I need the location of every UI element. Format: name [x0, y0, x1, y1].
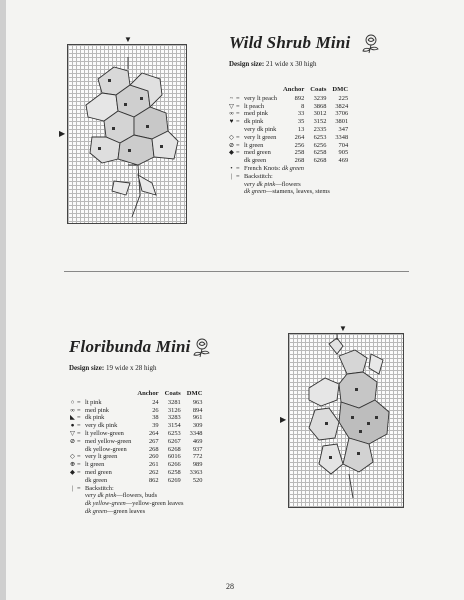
- backstitch-row: | = Backstitch:: [230, 172, 273, 180]
- color-key-floribunda: Anchor Coats DMC ○ = lt pink 24 3281 963 ∞ = med pink 26 3126 894 ◣ = dk pink 38 3283 961 ● = very dk pink 39 3154 309 ▽ = lt yellow-green 264 6253 3348 ⊘ = med yellow-green 267 6267 469 dk yellow-green 268 6268 937 ◇ = very lt green 260 6016 772 ⊕ = lt green 261 6266 989 ◆ = med green 262 6258 3363 dk green 862 6269 520 | = Backstitch: very dk pink—flowers, buds dk yellow-green—yellow-green leaves dk green—green leaves: [69, 390, 203, 515]
- key-row: ♥ = dk pink 35 3152 3801: [229, 118, 349, 126]
- key-row: ◣ = dk pink 38 3283 961: [70, 414, 203, 422]
- design-size-floribunda: Design size: 19 wide x 28 high: [69, 364, 157, 372]
- key-row: ⊘ = med yellow-green 267 6267 469: [69, 437, 203, 445]
- page-number: 28: [226, 582, 234, 591]
- center-arrow-left: ▶: [59, 129, 66, 138]
- center-arrow-top: ▼: [124, 35, 132, 44]
- wild-shrub-chart: [67, 44, 187, 224]
- key-row: ⊕ = lt green 261 6266 989: [69, 461, 203, 469]
- key-row: ~ = very lt peach 892 3239 225: [229, 94, 349, 102]
- key-row: dk green 862 6269 520: [85, 476, 203, 484]
- key-row: ● = very dk pink 39 3154 309: [70, 422, 203, 430]
- key-row: ◆ = med green 262 6258 3363: [70, 468, 203, 476]
- key-row: very dk pink 13 2335 347: [244, 125, 349, 133]
- key-row: dk yellow-green 268 6268 937: [85, 445, 203, 453]
- key-row: ∞ = med pink 26 3126 894: [70, 406, 203, 414]
- section-title-wild-shrub: Wild Shrub Mini: [229, 33, 351, 52]
- center-arrow-left: ▶: [280, 415, 287, 424]
- color-key-wild-shrub: Anchor Coats DMC ~ = very lt peach 892 3239 225 ▽ = lt peach 8 3868 3824 ∞ = med pink 33 3012 3706 ♥ = dk pink 35 3152 3801 very dk pink 13 2335 347 ◇ = very lt green 264 6253 3348 ⊘ = lt green 256 6256 704 ◆ = med green 258 6258 905 dk green 268 6268 469 • = French Knots: dk green | = Backstitch: very dk pink—flowers dk green—stamens, leaves, stems: [228, 86, 349, 196]
- floribunda-motif: [289, 334, 403, 507]
- key-row: ▽ = lt yellow-green 264 6253 3348: [70, 429, 203, 437]
- key-row: ∞ = med pink 33 3012 3706: [229, 110, 349, 118]
- key-row: ▽ = lt peach 8 3868 3824: [229, 102, 349, 110]
- wild-shrub-motif: [68, 45, 186, 223]
- page-edge-shadow: [0, 0, 6, 600]
- center-arrow-top: ▼: [339, 324, 347, 333]
- floribunda-chart: [288, 333, 404, 508]
- section-title-floribunda: Floribunda Mini: [69, 337, 191, 356]
- french-knots-row: • = French Knots: dk green: [230, 164, 304, 172]
- key-row: ◇ = very lt green 264 6253 3348: [229, 133, 349, 141]
- section-divider: [64, 271, 409, 272]
- key-row: ⊘ = lt green 256 6256 704: [228, 141, 349, 149]
- rose-icon: [191, 336, 213, 358]
- design-size-wild-shrub: Design size: 21 wide x 30 high: [229, 60, 317, 68]
- backstitch-row: | = Backstitch:: [71, 484, 114, 492]
- rose-icon: [360, 32, 382, 54]
- key-row: dk green 268 6268 469: [244, 157, 349, 165]
- key-row: ◇ = very lt green 260 6016 772: [70, 453, 203, 461]
- key-row: ○ = lt pink 24 3281 963: [70, 398, 203, 406]
- key-row: ◆ = med green 258 6258 905: [229, 149, 349, 157]
